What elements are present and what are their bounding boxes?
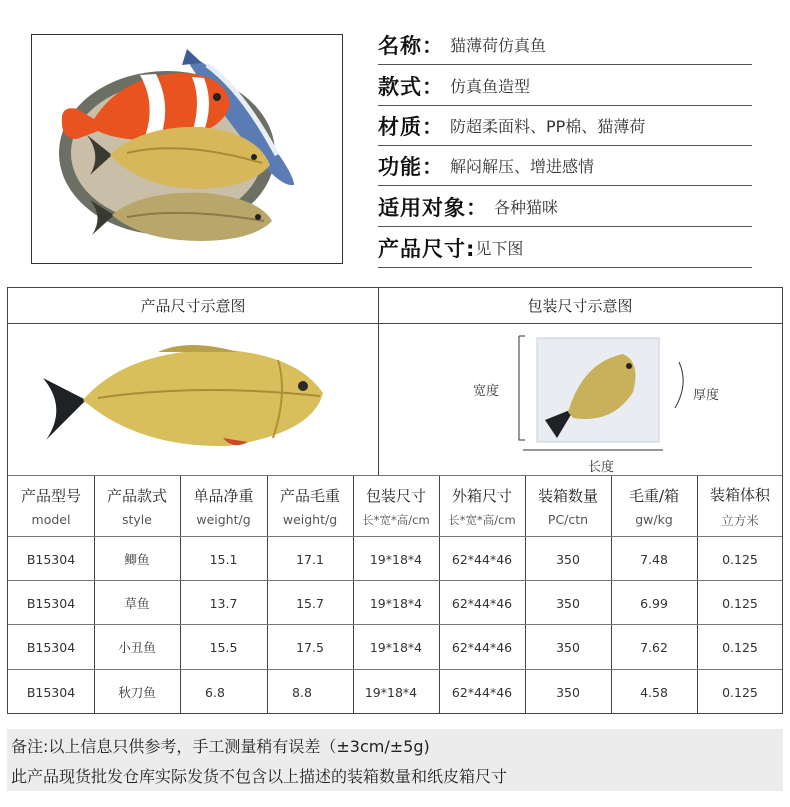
column-header-cn: 产品型号: [20, 487, 81, 505]
disclaimer-note: 备注:以上信息只供参考，手工测量稍有误差（±3cm/±5g): [7, 729, 783, 761]
cell-gross-weight: 17.5: [296, 639, 324, 655]
cell-gross-weight: 8.8: [292, 684, 312, 700]
column-header: [8, 476, 94, 536]
spec-row-material: [378, 106, 752, 146]
cell-carton-size: 62*44*46: [451, 551, 513, 567]
spec-row-size: [378, 228, 752, 268]
cell-model: B15304: [26, 639, 76, 655]
cell-qty: 350: [556, 639, 580, 655]
spec-value: 各种猫咪: [494, 198, 559, 217]
column-header: [353, 476, 439, 536]
cell-net-weight: 15.5: [209, 639, 238, 655]
column-header-en: 长*宽*高/cm: [448, 512, 516, 527]
column-header-en: PC/ctn: [547, 512, 589, 527]
cell-style: 草鱼: [124, 596, 150, 611]
length-label: 长度: [588, 460, 615, 475]
spec-row-name: [378, 25, 752, 65]
column-header-cn: 装箱数量: [537, 487, 598, 505]
cell-carton-weight: 7.62: [640, 639, 668, 655]
cell-carton-size: 62*44*46: [451, 684, 513, 700]
package-illustration: [513, 332, 693, 457]
cell-style: 小丑鱼: [118, 640, 156, 655]
product-size-header: 产品尺寸示意图: [8, 288, 378, 324]
package-size-header: 包装尺寸示意图: [378, 288, 782, 324]
cell-net-weight: 13.7: [209, 595, 238, 611]
cell-carton-size: 62*44*46: [451, 595, 513, 611]
thickness-label: 厚度: [693, 388, 720, 403]
cell-model: B15304: [26, 551, 76, 567]
column-header: [439, 476, 525, 536]
cell-volume: 0.125: [722, 684, 758, 700]
cell-gross-weight: 17.1: [296, 551, 324, 567]
cell-qty: 350: [556, 551, 580, 567]
cell-package-size: 19*18*4: [369, 639, 423, 655]
spec-value: 猫薄荷仿真鱼: [450, 36, 547, 55]
spec-value: 仿真鱼造型: [450, 77, 531, 96]
column-header: [94, 476, 180, 536]
fish-group-illustration: [32, 35, 342, 263]
cell-style: 秋刀鱼: [118, 685, 156, 700]
column-header: [267, 476, 353, 536]
cell-gross-weight: 15.7: [296, 595, 324, 611]
column-header-en: model: [31, 512, 71, 527]
spec-row-target: [378, 187, 752, 227]
cell-carton-size: 62*44*46: [451, 639, 513, 655]
column-header-cn: 毛重/箱: [628, 487, 680, 505]
column-header-cn: 装箱体积: [709, 485, 770, 504]
cell-carton-weight: 6.99: [640, 595, 668, 611]
spec-value: 防超柔面料、PP棉、猫薄荷: [450, 117, 646, 136]
cell-net-weight: 6.8: [205, 684, 225, 700]
column-header-en: style: [122, 512, 152, 527]
column-header-en: weight/g: [196, 512, 251, 527]
column-header-cn: 单品净重: [193, 487, 254, 505]
column-header: [525, 476, 611, 536]
column-header-en: 长*宽*高/cm: [362, 512, 430, 527]
column-header-en: weight/g: [282, 512, 338, 527]
spec-key: 名称：: [378, 33, 444, 58]
cell-volume: 0.125: [722, 551, 758, 567]
spec-value: 见下图: [475, 239, 524, 258]
cell-style: 鲫鱼: [124, 552, 150, 567]
cell-volume: 0.125: [722, 595, 758, 611]
column-header-cn: 产品毛重: [279, 487, 340, 505]
cell-net-weight: 15.1: [209, 551, 238, 567]
spec-key: 适用对象：: [378, 195, 488, 220]
shipping-note: 此产品现货批发仓库实际发货不包含以上描述的装箱数量和纸皮箱尺寸: [7, 759, 783, 791]
cell-package-size: 19*18*4: [369, 551, 423, 567]
column-header-en: gw/kg: [635, 512, 673, 527]
cell-package-size: 19*18*4: [364, 684, 418, 700]
column-header: [611, 476, 697, 536]
cell-model: B15304: [26, 684, 76, 700]
cell-package-size: 19*18*4: [369, 595, 423, 611]
spec-key: 产品尺寸:: [378, 236, 476, 261]
column-header-en: 立方米: [721, 512, 759, 528]
product-photo: [31, 34, 343, 264]
carp-size-illustration: [38, 338, 338, 453]
spec-row-style: [378, 66, 752, 106]
size-table: [7, 287, 783, 714]
spec-key: 功能：: [378, 154, 444, 179]
column-header-cn: 产品款式: [106, 487, 167, 505]
spec-key: 款式：: [378, 74, 444, 99]
cell-qty: 350: [556, 684, 580, 700]
cell-carton-weight: 4.58: [640, 684, 668, 700]
column-header: [697, 476, 783, 536]
spec-row-function: [378, 146, 752, 186]
column-header-cn: 包装尺寸: [365, 486, 426, 505]
cell-model: B15304: [26, 595, 76, 611]
cell-volume: 0.125: [722, 639, 758, 655]
divider: [378, 288, 379, 476]
column-header-cn: 外箱尺寸: [451, 486, 512, 505]
cell-qty: 350: [556, 595, 580, 611]
spec-value: 解闷解压、增进感情: [450, 157, 595, 176]
cell-carton-weight: 7.48: [640, 551, 668, 567]
width-label: 宽度: [473, 384, 500, 399]
spec-key: 材质：: [378, 114, 444, 139]
column-header: [180, 476, 267, 536]
